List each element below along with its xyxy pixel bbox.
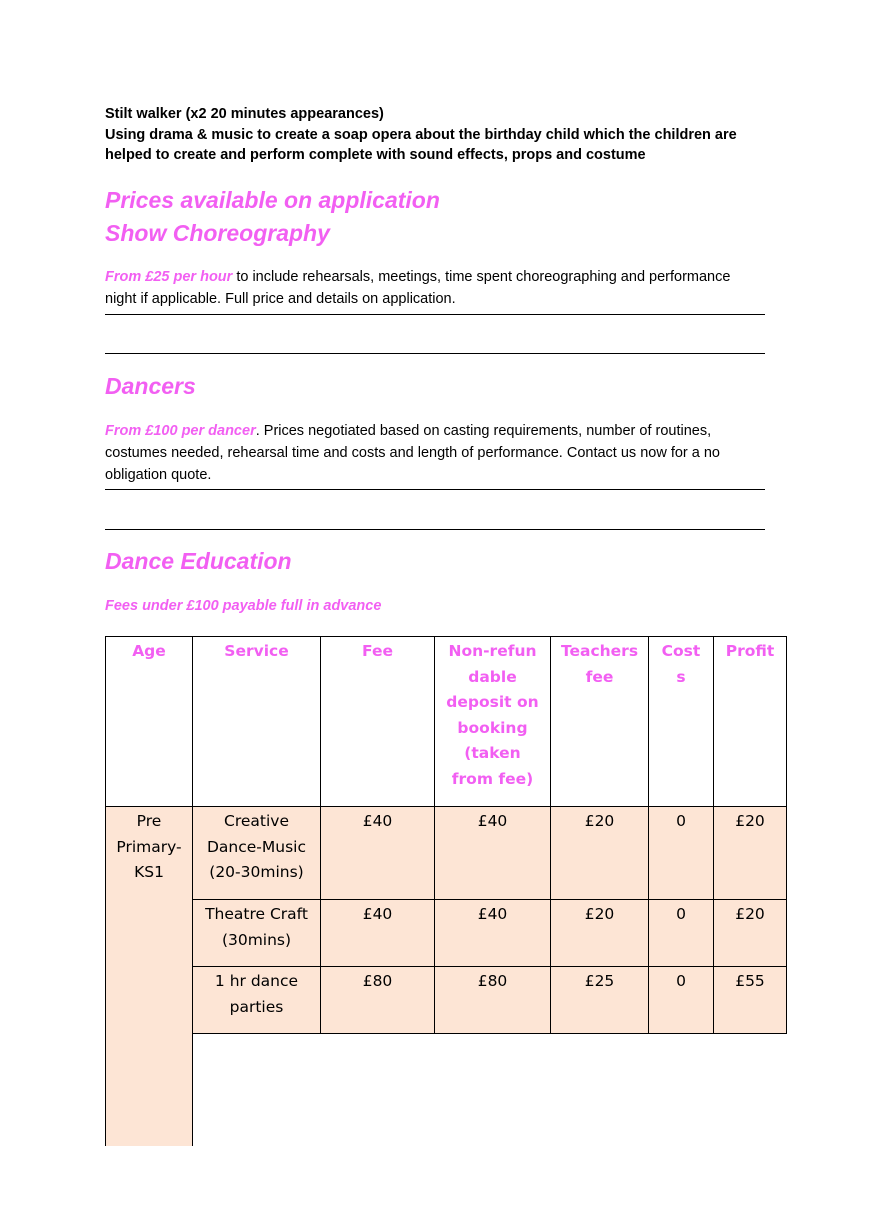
fee-cell: £40 xyxy=(320,806,435,900)
header-teachers-fee: Teachers fee xyxy=(550,636,649,807)
header-service: Service xyxy=(192,636,321,807)
deposit-cell: £80 xyxy=(434,966,551,1034)
show-choreography-heading: Show Choreography xyxy=(105,220,330,246)
teachers-fee-cell: £25 xyxy=(550,966,649,1034)
intro-line: helped to create and perform complete with sound effects, props and costume xyxy=(105,147,646,163)
header-age: Age xyxy=(105,636,193,807)
intro-line: Using drama & music to create a soap opera about the birthday child which the children are xyxy=(105,126,737,143)
prices-heading: Prices available on application xyxy=(105,187,440,213)
header-fee: Fee xyxy=(320,636,435,807)
service-cell: Creative Dance-Music (20-30mins) xyxy=(192,806,321,900)
divider xyxy=(105,529,765,530)
profit-cell: £20 xyxy=(713,806,787,900)
intro-block xyxy=(105,104,785,166)
teachers-fee-cell: £20 xyxy=(550,806,649,900)
service-cell: Theatre Craft (30mins) xyxy=(192,899,321,967)
dancers-price: From £100 per dancer xyxy=(105,423,256,439)
profit-cell: £55 xyxy=(713,966,787,1034)
deposit-cell: £40 xyxy=(434,806,551,900)
costs-cell: 0 xyxy=(648,899,714,967)
fee-cell: £40 xyxy=(320,899,435,967)
header-costs: Cost s xyxy=(648,636,714,807)
fees-note: Fees under £100 payable full in advance xyxy=(105,598,382,614)
intro-line: Stilt walker (x2 20 minutes appearances) xyxy=(105,106,384,122)
dancers-text: obligation quote. xyxy=(105,467,212,483)
choreography-text: to include rehearsals, meetings, time spent choreographing and performance xyxy=(232,269,731,285)
dance-education-heading: Dance Education xyxy=(105,548,292,574)
choreography-text: night if applicable. Full price and details on application. xyxy=(105,291,456,307)
teachers-fee-cell: £20 xyxy=(550,899,649,967)
service-cell: 1 hr dance parties xyxy=(192,966,321,1034)
dancers-text: costumes needed, rehearsal time and costs and length of performance. Contact us now for a no xyxy=(105,445,720,461)
divider xyxy=(105,353,765,354)
choreography-paragraph xyxy=(105,266,785,310)
dancers-heading: Dancers xyxy=(105,373,196,399)
age-group-cell: Pre Primary- KS1 xyxy=(105,806,193,1146)
divider xyxy=(105,314,765,315)
fee-cell: £80 xyxy=(320,966,435,1034)
dancers-text: . Prices negotiated based on casting requirements, number of routines, xyxy=(255,423,712,439)
choreography-price: From £25 per hour xyxy=(105,269,233,285)
costs-cell: 0 xyxy=(648,806,714,900)
header-deposit: Non-refun dable deposit on booking (taken from fee) xyxy=(434,636,551,807)
divider xyxy=(105,489,765,490)
dancers-paragraph xyxy=(105,420,785,486)
profit-cell: £20 xyxy=(713,899,787,967)
deposit-cell: £40 xyxy=(434,899,551,967)
costs-cell: 0 xyxy=(648,966,714,1034)
header-profit: Profit xyxy=(713,636,787,807)
